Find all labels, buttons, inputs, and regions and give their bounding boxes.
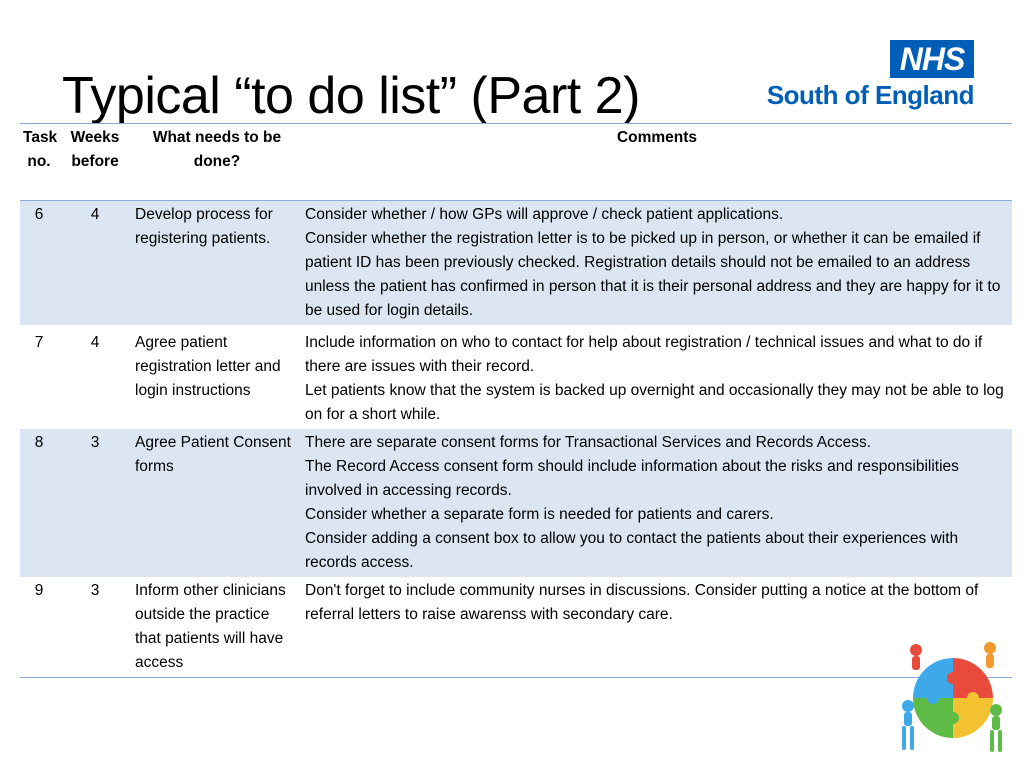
task-description-cell: Agree Patient Consent forms [132,429,302,577]
slide-title: Typical “to do list” (Part 2) [62,67,640,125]
todo-table [20,123,1012,678]
nhs-badge [890,40,974,78]
table-row [20,577,1012,678]
comment-line: Don't forget to include community nurses in discussions. Consider putting a notice at the bottom of referral letters to raise awarenss with secondary care. [305,582,979,623]
comment-line: Consider whether the registration letter is to be picked up in person, or whether it can be emailed if patient ID has been previously checked. Registration details should not be emailed to an address unless the patient has confirmed in person that it is their personal address and they are happy for it to be used for login details. [305,230,1001,319]
table-row [20,429,1012,577]
nhs-logo [744,40,976,112]
weeks-before-cell: 4 [58,201,132,328]
task-description-cell: Develop process for registering patients. [132,201,302,328]
table-row [20,327,1012,429]
comment-line: There are separate consent forms for Transactional Services and Records Access. [305,434,872,451]
nhs-region-text: South of England [766,80,974,110]
header-comments: Comments [616,129,698,146]
comment-line: Consider whether / how GPs will approve / check patient applications. [305,206,784,223]
todo-table-container [20,123,1012,678]
comment-line: Consider adding a consent box to allow you to contact the patients about their experiences with records access. [305,530,959,571]
task-description-cell: Agree patient registration letter and login instructions [132,327,302,429]
weeks-before-cell: 3 [90,582,100,599]
task-number-cell: 8 [20,429,58,577]
header-weeks-before: Weeks before [70,129,120,170]
weeks-before-cell: 4 [58,327,132,429]
comments-cell [302,429,1012,577]
weeks-before-cell: 3 [58,429,132,577]
task-number-cell: 7 [20,327,58,429]
task-number-cell: 9 [34,582,44,599]
table-row [20,201,1012,328]
comments-cell [302,201,1012,328]
table-header-row [20,124,1012,201]
puzzle-people-icon [898,640,1008,758]
comment-line: Let patients know that the system is backed up overnight and occasionally they may not be able to log on for a short while. [305,382,1004,423]
comments-cell [302,327,1012,429]
task-number-cell: 6 [20,201,58,328]
comment-line: Consider whether a separate form is needed for patients and carers. [305,506,774,523]
header-what-needs-done: What needs to be done? [152,129,282,170]
nhs-badge-text: NHS [899,41,965,77]
comment-line: The Record Access consent form should include information about the risks and responsibilities involved in accessing records. [305,458,959,499]
header-task-no: Task no. [23,129,58,170]
task-description-cell: Inform other clinicians outside the practice that patients will have access [135,582,286,671]
comment-line: Include information on who to contact for help about registration / technical issues and what to do if there are issues with their record. [305,334,983,375]
